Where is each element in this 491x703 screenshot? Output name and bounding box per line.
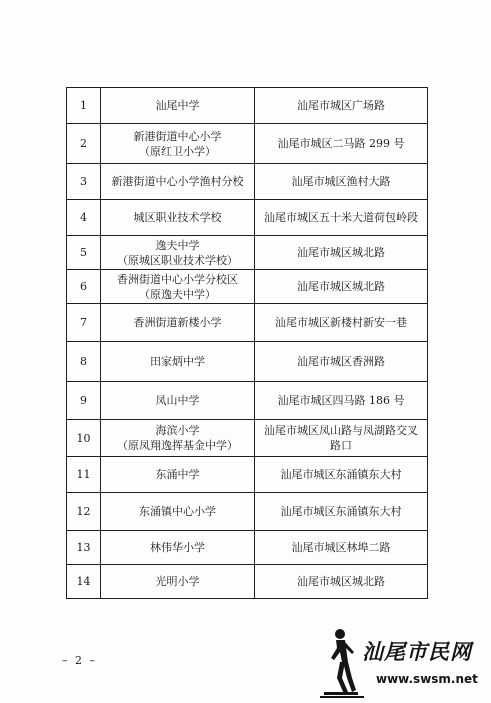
school-address-cell (255, 304, 428, 342)
school-name-cell (101, 382, 255, 420)
school-name-cell (101, 270, 255, 304)
school-address-cell (255, 88, 428, 124)
school-name-cell (101, 420, 255, 457)
table-row (67, 420, 428, 457)
school-name-line: 汕尾中学 (155, 99, 200, 112)
school-address-line: 汕尾市城区香洲路 (297, 355, 385, 368)
table-row (67, 270, 428, 304)
table-row (67, 531, 428, 565)
school-name-line: 香洲街道新楼小学 (133, 316, 222, 329)
school-address-cell (255, 342, 428, 382)
table-row (67, 382, 428, 420)
school-name-cell (101, 200, 255, 236)
watermark-url: www.swsm.net (376, 672, 478, 686)
school-address-line: 汕尾市城区五十米大道荷包岭段 (264, 211, 418, 224)
table-body (67, 88, 428, 599)
school-address-cell (255, 164, 428, 200)
row-number-cell: 8 (67, 342, 101, 382)
school-name-line: 城区职业技术学校 (133, 211, 222, 224)
school-address-cell (255, 420, 428, 457)
walking-man-logo-icon (318, 626, 366, 698)
table-row (67, 124, 428, 164)
school-name-line: 东涌镇中心小学 (139, 505, 216, 518)
school-address-cell (255, 236, 428, 270)
table-row (67, 493, 428, 531)
site-watermark (318, 626, 488, 700)
row-number-cell: 11 (67, 457, 101, 493)
school-address-line: 路口 (330, 439, 352, 452)
school-name-cell (101, 457, 255, 493)
school-name-line: 逸夫中学 (155, 238, 200, 252)
school-name-line: 海滨小学 (155, 424, 200, 437)
school-name-line: 香洲街道中心小学分校区 (117, 272, 238, 286)
school-address-line: 汕尾市城区林埠二路 (291, 541, 391, 554)
table-row (67, 304, 428, 342)
school-name-cell (101, 164, 255, 200)
row-number-cell: 12 (67, 493, 101, 531)
school-name-cell (101, 88, 255, 124)
school-address-cell (255, 270, 428, 304)
table-row (67, 457, 428, 493)
school-name-cell (101, 531, 255, 565)
school-name-line: 新港街道中心小学 (133, 129, 222, 143)
school-name-cell (101, 565, 255, 599)
school-name-cell (101, 342, 255, 382)
row-number-cell: 14 (67, 565, 101, 599)
table-row (67, 88, 428, 124)
table-row (67, 236, 428, 270)
school-name-cell (101, 236, 255, 270)
school-name-line: 林伟华小学 (150, 541, 205, 554)
school-name-line: 田家炳中学 (150, 355, 205, 368)
school-address-line: 汕尾市城区四马路 186 号 (277, 394, 405, 407)
school-name-line: （原凤翔逸挥基金中学） (117, 439, 238, 452)
watermark-title: 汕尾市民网 (362, 639, 472, 664)
row-number-cell: 1 (67, 88, 101, 124)
page-number: – 2 – (62, 654, 97, 667)
school-address-line: 汕尾市城区东涌镇东大村 (280, 505, 402, 518)
row-number-cell: 2 (67, 124, 101, 164)
row-number-cell: 3 (67, 164, 101, 200)
table-row (67, 164, 428, 200)
row-number-cell: 9 (67, 382, 101, 420)
school-address-line: 汕尾市城区东涌镇东大村 (280, 468, 402, 481)
school-address-line: 汕尾市城区二马路 299 号 (277, 137, 405, 150)
school-address-line: 汕尾市城区城北路 (297, 280, 385, 293)
school-name-line: （原红卫小学） (139, 144, 216, 158)
school-name-line: （原逸夫中学） (139, 287, 216, 301)
school-address-table (66, 87, 428, 599)
school-name-line: 新港街道中心小学渔村分校 (111, 175, 244, 188)
school-address-line: 汕尾市城区城北路 (297, 575, 385, 588)
school-name-cell (101, 124, 255, 164)
school-name-line: 光明小学 (155, 575, 200, 588)
school-name-cell (101, 304, 255, 342)
school-address-line: 汕尾市城区凤山路与凤湖路交叉 (264, 424, 418, 437)
school-name-cell (101, 493, 255, 531)
school-name-line: 凤山中学 (155, 394, 200, 407)
school-address-cell (255, 200, 428, 236)
table-row (67, 565, 428, 599)
school-address-line: 汕尾市城区渔村大路 (291, 175, 391, 188)
row-number-cell: 13 (67, 531, 101, 565)
school-address-cell (255, 124, 428, 164)
table-row (67, 342, 428, 382)
row-number-cell: 5 (67, 236, 101, 270)
school-name-line: 东涌中学 (155, 468, 200, 481)
school-address-cell (255, 493, 428, 531)
school-address-line: 汕尾市城区新楼村新安一巷 (275, 316, 407, 329)
school-address-cell (255, 457, 428, 493)
row-number-cell: 7 (67, 304, 101, 342)
school-address-line: 汕尾市城区广场路 (297, 99, 385, 112)
school-name-line: （原城区职业技术学校） (117, 253, 238, 267)
table-row (67, 200, 428, 236)
school-address-line: 汕尾市城区城北路 (297, 246, 385, 259)
row-number-cell: 10 (67, 420, 101, 457)
school-address-cell (255, 565, 428, 599)
school-address-cell (255, 531, 428, 565)
row-number-cell: 6 (67, 270, 101, 304)
school-address-cell (255, 382, 428, 420)
row-number-cell: 4 (67, 200, 101, 236)
